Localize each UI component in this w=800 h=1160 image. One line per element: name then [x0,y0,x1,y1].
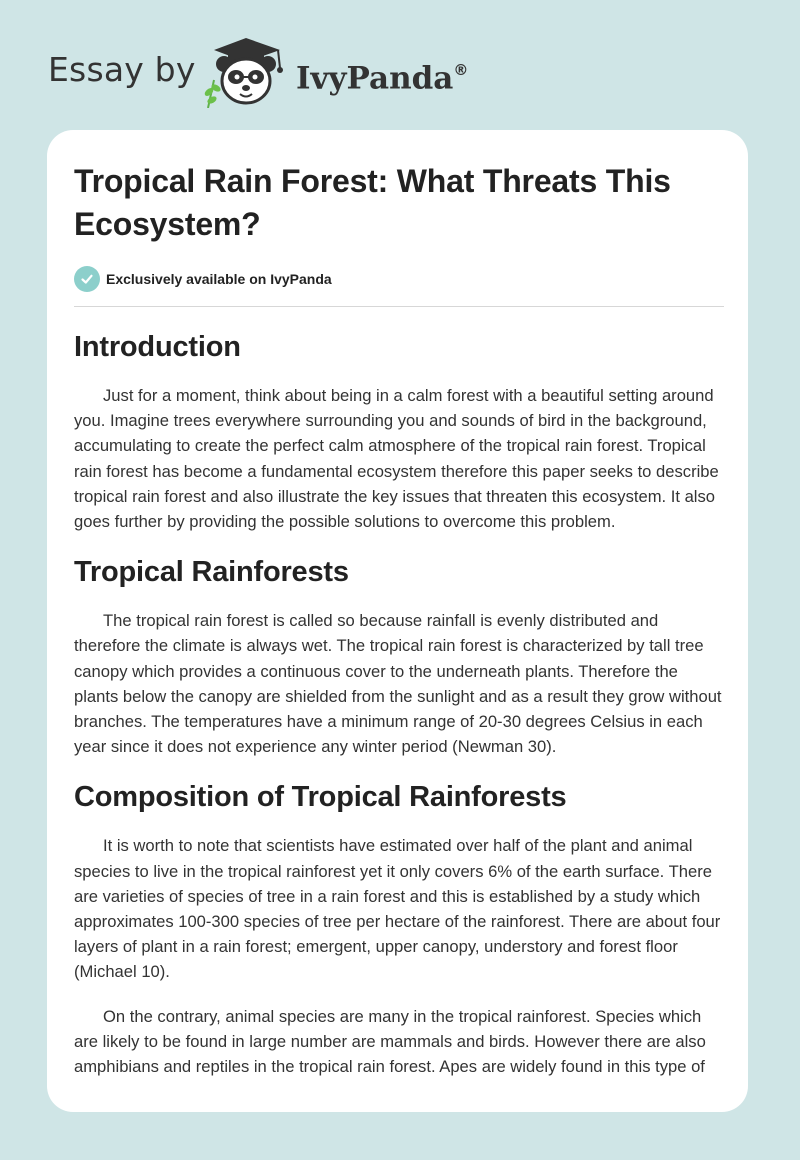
section-heading-tropical-rainforests: Tropical Rainforests [74,556,349,589]
essay-by-label: Essay by [48,50,196,89]
badge-text: Exclusively available on IvyPanda [106,271,332,287]
section-heading-introduction: Introduction [74,331,241,363]
site-header [0,0,800,120]
article-title: Tropical Rain Forest: What Threats This Ecosystem? [74,163,671,242]
check-circle-icon [74,266,100,292]
paragraph: The tropical rain forest is called so because rainfall is evenly distributed and therefore the climate is always wet. The tropical rain forest is characterized by tall tree canopy which provides a continuous cover to the underneath plants. Therefore the plants below the canopy are shielded from the sunlight and as a result they grow without branches. The temperatures have a minimum range of 20-30 degrees Celsius in each year since it does not experience any winter period (Newman 30). [74,611,722,757]
article-card [47,130,748,1112]
panda-graduation-cap-icon[interactable] [200,34,292,108]
registered-mark: ® [453,61,469,79]
divider [74,306,724,307]
exclusive-badge [74,265,724,293]
article-content [74,160,724,1079]
brand-name[interactable]: IvyPanda® [296,60,469,97]
paragraph: Just for a moment, think about being in a calm forest with a beautiful setting around you. Imagine trees everywhere surrounding you and sounds of bird in the background, accumulating to create the perfect calm atmosphere of the tropical rain forest. Tropical rain forest has become a fundamental ecosystem therefore this paper seeks to describe tropical rain forest and also illustrate the key issues that threaten this ecosystem. It also goes further by providing the possible solutions to overcome this problem. [74,386,719,532]
section-heading-composition: Composition of Tropical Rainforests [74,781,567,814]
paragraph: It is worth to note that scientists have estimated over half of the plant and animal species to live in the tropical rainforest yet it only covers 6% of the earth surface. There are varieties of species of tree in a rain forest and this is established by a study which approximates 100-300 species of tree per hectare of the rainforest. There are about four layers of plant in a rain forest; emergent, upper canopy, understory and forest floor (Michael 10). [74,836,721,982]
paragraph: On the contrary, animal species are many in the tropical rainforest. Species which are likely to be found in large number are mammals and birds. However there are also amphibians and reptiles in the tropical rain forest. Apes are widely found in this type of [74,1006,706,1077]
